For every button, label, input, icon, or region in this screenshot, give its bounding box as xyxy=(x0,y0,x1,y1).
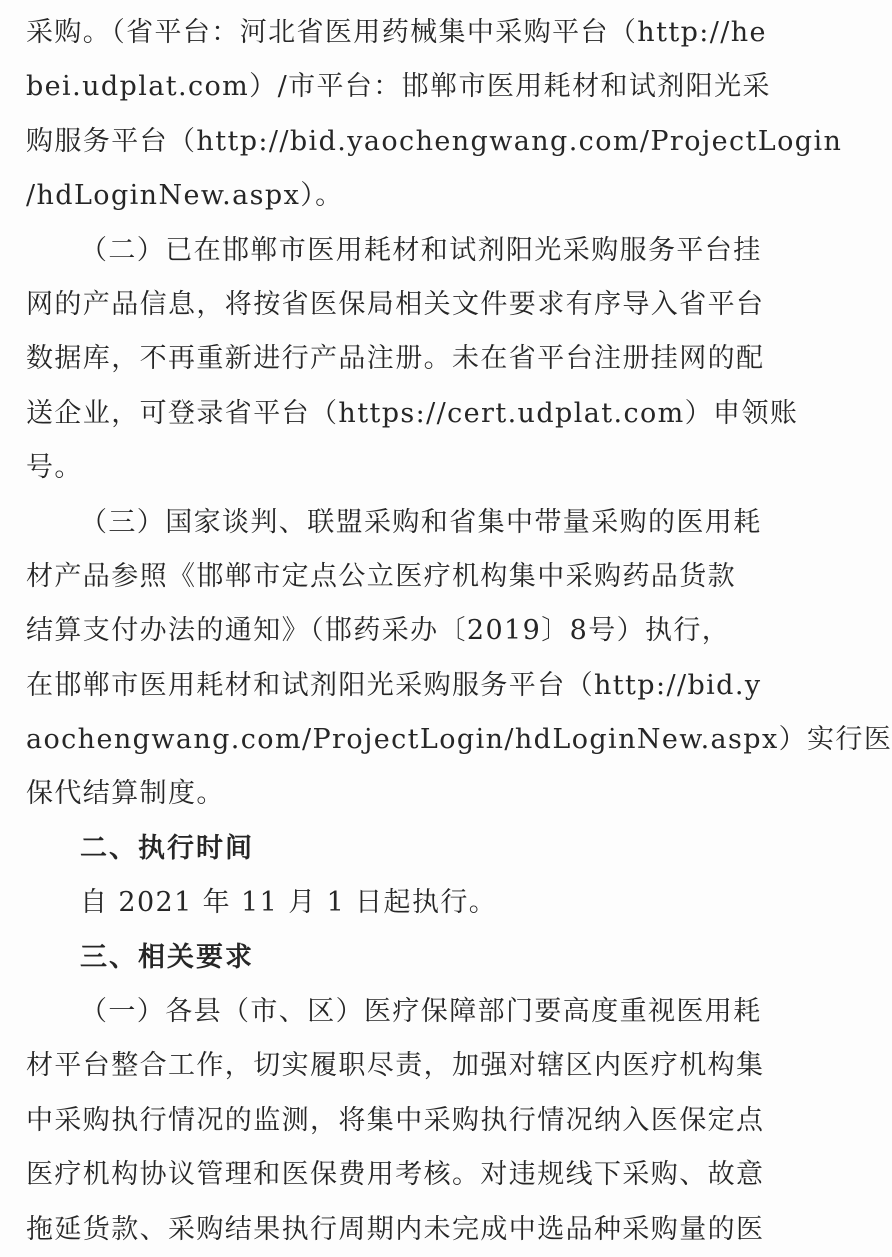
paragraph-line: （二）已在邯郸市医用耗材和试剂阳光采购服务平台挂 xyxy=(80,234,762,266)
paragraph-line: （一）各县（市、区）医疗保障部门要高度重视医用耗 xyxy=(80,996,762,1028)
paragraph-line: 拖延货款、采购结果执行周期内未完成中选品种采购量的医 xyxy=(26,1213,765,1245)
paragraph-line: /hdLoginNew.aspx）。 xyxy=(26,180,344,212)
section-heading: 二、执行时间 xyxy=(80,832,254,864)
paragraph-line: 采购。（省平台：河北省医用药械集中采购平台（http://he xyxy=(26,17,767,48)
paragraph-line: 购服务平台（http://bid.yaochengwang.com/ProjectLogin xyxy=(26,125,843,157)
paragraph-line: 自 2021 年 11 月 1 日起执行。 xyxy=(80,887,498,919)
paragraph-line: 在邯郸市医用耗材和试剂阳光采购服务平台（http://bid.y xyxy=(26,669,762,701)
platform-paragraph xyxy=(26,6,843,224)
paragraph-line: 送企业，可登录省平台（https://cert.udplat.com）申领账 xyxy=(26,397,799,429)
paragraph-line: 网的产品信息，将按省医保局相关文件要求有序导入省平台 xyxy=(26,288,765,320)
paragraph-line: 数据库，不再重新进行产品注册。未在省平台注册挂网的配 xyxy=(26,343,765,375)
paragraph-line: 医疗机构协议管理和医保费用考核。对违规线下采购、故意 xyxy=(26,1159,765,1191)
paragraph-line: （三）国家谈判、联盟采购和省集中带量采购的医用耗 xyxy=(80,506,762,538)
paragraph-line: aochengwang.com/ProjectLogin/hdLoginNew.aspx）实行医 xyxy=(26,724,892,756)
paragraph-line: 材产品参照《邯郸市定点公立医疗机构集中采购药品货款 xyxy=(26,560,736,592)
paragraph-line: 中采购执行情况的监测，将集中采购执行情况纳入医保定点 xyxy=(26,1104,765,1136)
paragraph-line: 结算支付办法的通知》（邯药采办〔2019〕8号）执行， xyxy=(26,615,731,647)
paragraph-line: bei.udplat.com）/市平台：邯郸市医用耗材和试剂阳光采 xyxy=(26,71,771,103)
item-three-paragraph xyxy=(26,496,892,822)
paragraph-line: 材平台整合工作，切实履职尽责，加强对辖区内医疗机构集 xyxy=(26,1050,765,1082)
section-requirements xyxy=(26,931,765,1257)
section-heading: 三、相关要求 xyxy=(80,941,254,973)
item-two-paragraph xyxy=(26,224,799,496)
section-execution-time xyxy=(26,822,748,931)
paragraph-line: 保代结算制度。 xyxy=(26,778,225,810)
paragraph-line: 号。 xyxy=(26,452,83,484)
